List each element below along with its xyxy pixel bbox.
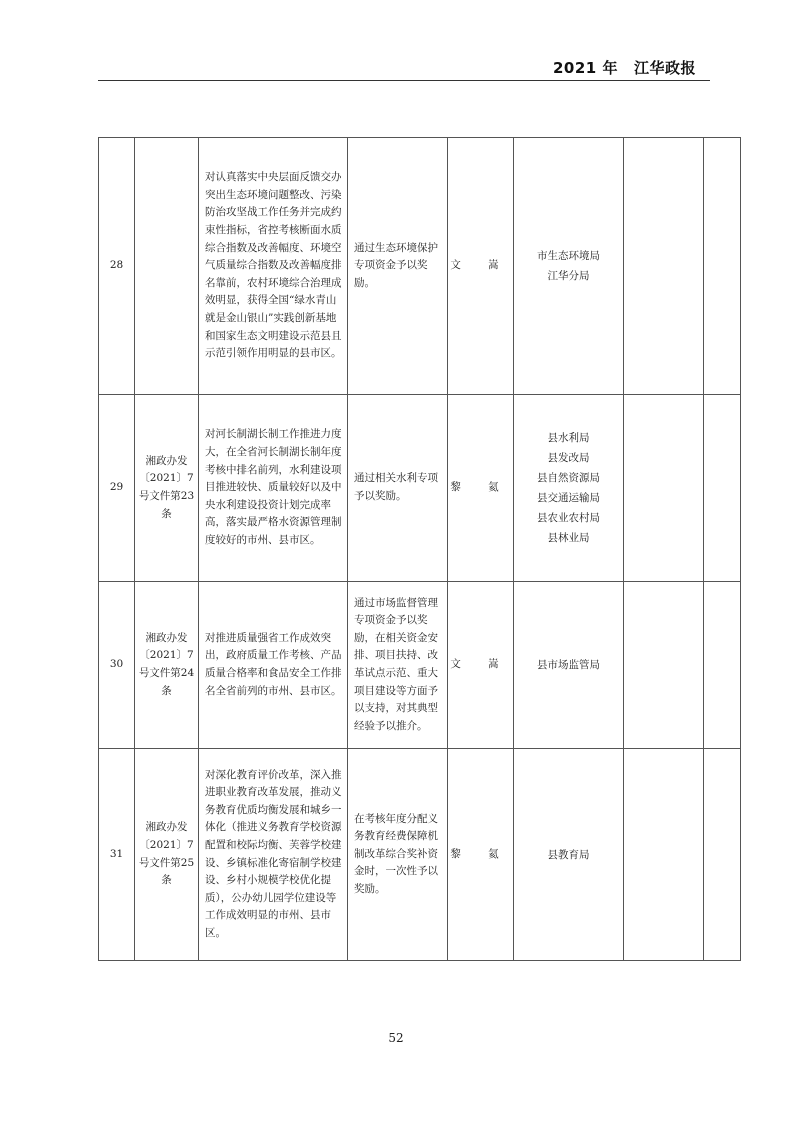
table-row bbox=[99, 749, 741, 961]
doc-reference: 湘政办发〔2021〕7号文件第24条 bbox=[135, 582, 199, 749]
doc-reference: 湘政办发〔2021〕7号文件第23条 bbox=[135, 395, 199, 582]
responsible-dept bbox=[514, 749, 624, 961]
dept-item: 县教育局 bbox=[547, 848, 590, 861]
dept-item: 县自然资源局 bbox=[537, 472, 600, 484]
blank-cell bbox=[704, 138, 741, 395]
blank-cell bbox=[624, 138, 704, 395]
incentive-table bbox=[98, 137, 741, 961]
dept-item: 县市场监管局 bbox=[537, 659, 600, 671]
reward-measure: 通过生态环境保护专项资金予以奖励。 bbox=[348, 138, 448, 395]
row-number: 29 bbox=[99, 395, 135, 582]
responsible-leader: 黎 氦 bbox=[448, 749, 514, 961]
blank-cell bbox=[624, 749, 704, 961]
dept-item: 县农业农村局 bbox=[537, 512, 600, 524]
header-rule bbox=[98, 80, 710, 81]
blank-cell bbox=[704, 749, 741, 961]
blank-cell bbox=[624, 582, 704, 749]
header-year: 2021 年 bbox=[553, 59, 618, 77]
dept-item: 县水利局 bbox=[547, 432, 590, 444]
table-row bbox=[99, 138, 741, 395]
responsible-leader: 黎 氦 bbox=[448, 395, 514, 582]
dept-item: 县交通运输局 bbox=[537, 492, 600, 504]
header-title: 江华政报 bbox=[633, 59, 696, 77]
responsible-leader: 文 嵩 bbox=[448, 138, 514, 395]
page-number: 52 bbox=[388, 1031, 404, 1045]
row-number: 31 bbox=[99, 749, 135, 961]
table-row bbox=[99, 395, 741, 582]
dept-item: 县林业局 bbox=[547, 532, 590, 544]
blank-cell bbox=[624, 395, 704, 582]
table-row bbox=[99, 582, 741, 749]
blank-cell bbox=[704, 582, 741, 749]
doc-reference: 湘政办发〔2021〕7号文件第25条 bbox=[135, 749, 199, 961]
incentive-condition: 对认真落实中央层面反馈交办突出生态环境问题整改、污染防治攻坚战工作任务并完成约束性指标，省控考核断面水质综合指数及改善幅度、环境空气质量综合指数及改善幅度排名靠前，农村环境综合治理成效明显，获得全国“绿水青山就是金山银山”实践创新基地和国家生态文明建设示范县且示范引领作用明显的县市区。 bbox=[199, 138, 348, 395]
incentive-condition: 对深化教育评价改革，深入推进职业教育改革发展，推动义务教育优质均衡发展和城乡一体化（推进义务教育学校资源配置和校际均衡、芙蓉学校建设、乡镇标准化寄宿制学校建设、乡村小规模学校优化提质），公办幼儿园学位建设等工作成效明显的市州、县市区。 bbox=[199, 749, 348, 961]
incentive-condition: 对河长制湖长制工作推进力度大，在全省河长制湖长制年度考核中排名前列，水利建设项目推进较快、质量较好以及中央水利建设投资计划完成率高，落实最严格水资源管理制度较好的市州、县市区。 bbox=[199, 395, 348, 582]
responsible-dept bbox=[514, 138, 624, 395]
responsible-dept bbox=[514, 582, 624, 749]
reward-measure: 通过相关水利专项予以奖励。 bbox=[348, 395, 448, 582]
doc-reference bbox=[135, 138, 199, 395]
row-number: 30 bbox=[99, 582, 135, 749]
blank-cell bbox=[704, 395, 741, 582]
reward-measure: 通过市场监督管理专项资金予以奖励，在相关资金安排、项目扶持、改革试点示范、重大项目建设等方面予以支持，对其典型经验予以推介。 bbox=[348, 582, 448, 749]
responsible-dept bbox=[514, 395, 624, 582]
incentive-condition: 对推进质量强省工作成效突出，政府质量工作考核、产品质量合格率和食品安全工作排名全省前列的市州、县市区。 bbox=[199, 582, 348, 749]
responsible-leader: 文 嵩 bbox=[448, 582, 514, 749]
publication-header bbox=[553, 57, 696, 78]
dept-item: 江华分局 bbox=[547, 270, 590, 282]
row-number: 28 bbox=[99, 138, 135, 395]
dept-item: 县发改局 bbox=[547, 452, 590, 464]
dept-item: 市生态环境局 bbox=[537, 250, 600, 262]
reward-measure: 在考核年度分配义务教育经费保障机制改革综合奖补资金时，一次性予以奖励。 bbox=[348, 749, 448, 961]
